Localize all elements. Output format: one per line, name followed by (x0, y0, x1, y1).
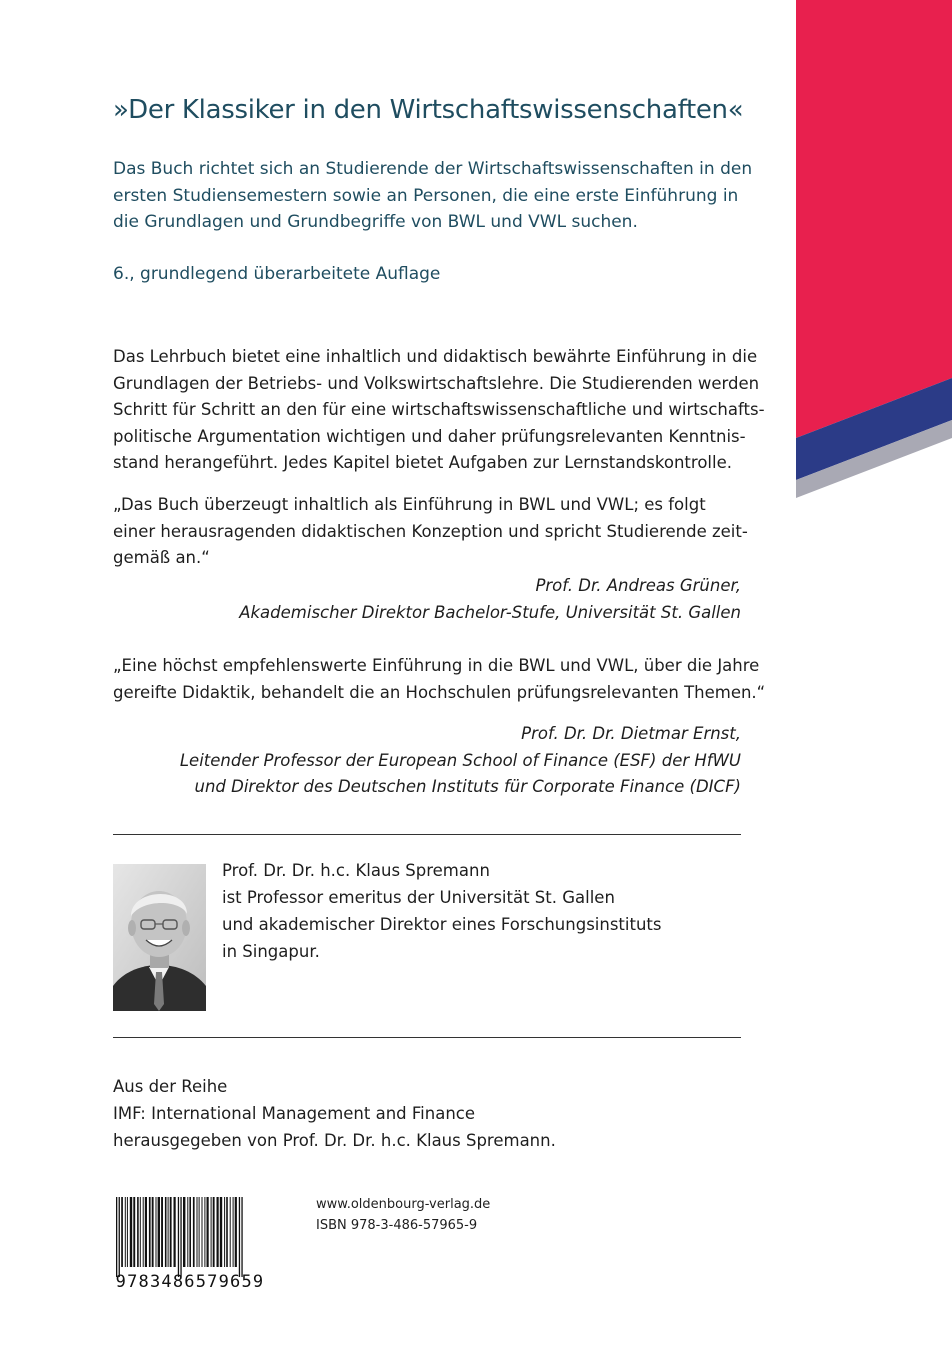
barcode-bar (119, 1197, 120, 1277)
barcode-bar (137, 1197, 139, 1267)
author-portrait (113, 864, 206, 1011)
series-line: herausgegeben von Prof. Dr. Dr. h.c. Klaus Spremann. (113, 1131, 556, 1150)
barcode-bar (197, 1197, 198, 1267)
barcode-bar (140, 1197, 141, 1267)
barcode-bar (149, 1197, 151, 1267)
barcode-bar (217, 1197, 219, 1267)
barcode-bar (178, 1197, 179, 1277)
quote-line: gereifte Didaktik, behandelt die an Hochschulen prüfungsrelevanten Themen.“ (113, 682, 766, 702)
quote-line: „Das Buch überzeugt inhaltlich als Einführung in BWL und VWL; es folgt (113, 495, 706, 514)
barcode-bar (180, 1197, 181, 1277)
cover-corner-stripe (792, 0, 952, 520)
quote-line: einer herausragenden didaktischen Konzeption und spricht Studierende zeit- (113, 521, 748, 541)
author-bio-line: und akademischer Direktor eines Forschungsinstituts (222, 915, 662, 934)
intro-line: ersten Studiensemestern sowie an Personen, die eine erste Einführung in (113, 185, 739, 206)
description-line: stand herangeführt. Jedes Kapitel bietet Aufgaben zur Lernstandskontrolle. (113, 453, 732, 472)
author-bio-line: in Singapur. (222, 942, 320, 961)
barcode-bar (211, 1197, 212, 1267)
barcode-bar (127, 1197, 128, 1267)
author-bio-line: ist Professor emeritus der Universität St. Gallen (222, 888, 615, 907)
review-quote-2 (113, 653, 765, 706)
isbn-number: ISBN 978-3-486-57965-9 (316, 1218, 478, 1233)
barcode-bar (183, 1197, 185, 1267)
barcode-bar (121, 1197, 123, 1267)
barcode-bar (152, 1197, 154, 1267)
barcode-bar (116, 1197, 117, 1277)
review-attribution-1 (239, 573, 741, 626)
intro-paragraph (113, 156, 752, 236)
attribution-line: Leitender Professor der European School of Finance (ESF) der HfWU (179, 750, 741, 770)
barcode-bar (156, 1197, 157, 1267)
barcode-bar (199, 1197, 200, 1267)
isbn-barcode (100, 1195, 280, 1290)
attribution-line: Akademischer Direktor Bachelor-Stufe, Universität St. Gallen (239, 602, 741, 622)
barcode-bar (143, 1197, 144, 1267)
barcode-bars (116, 1197, 243, 1277)
intro-line: die Grundlagen und Grundbegriffe von BWL und VWL suchen. (113, 212, 638, 232)
edition-note: 6., grundlegend überarbeitete Auflage (113, 264, 441, 284)
description-line: Das Lehrbuch bietet eine inhaltlich und didaktisch bewährte Einführung in die (113, 347, 758, 366)
barcode-bar (170, 1197, 172, 1267)
barcode-bar (130, 1197, 132, 1267)
barcode-bar (168, 1197, 169, 1267)
stripe-red (796, 0, 952, 438)
publisher-website: www.oldenbourg-verlag.de (316, 1197, 491, 1212)
review-quote-1 (113, 492, 748, 572)
headline: »Der Klassiker in den Wirtschaftswissenschaften« (113, 95, 744, 125)
barcode-digits: 9783486579659 (115, 1272, 265, 1290)
description-line: politische Argumentation wichtigen und daher prüfungsrelevanten Kenntnis- (113, 426, 746, 446)
publisher-info (316, 1194, 490, 1236)
barcode-bar (158, 1197, 160, 1267)
intro-line: Das Buch richtet sich an Studierende der Wirtschaftswissenschaften in den (113, 159, 753, 179)
divider (113, 834, 741, 835)
barcode-bar (187, 1197, 188, 1267)
barcode-bar (202, 1197, 203, 1267)
description-line: Grundlagen der Betriebs- und Volkswirtschaftslehre. Die Studierenden werden (113, 373, 760, 393)
barcode-bar (241, 1197, 242, 1277)
attribution-line: Prof. Dr. Dr. Dietmar Ernst, (521, 724, 741, 743)
author-bio-line: Prof. Dr. Dr. h.c. Klaus Spremann (222, 861, 490, 880)
barcode-bar (207, 1197, 209, 1267)
barcode-bar (235, 1197, 237, 1267)
attribution-line: Prof. Dr. Andreas Grüner, (535, 576, 741, 595)
author-bio (222, 857, 661, 965)
review-attribution-2 (180, 721, 741, 801)
series-info (113, 1073, 556, 1154)
quote-line: „Eine höchst empfehlenswerte Einführung in die BWL und VWL, über die Jahre (113, 656, 760, 675)
barcode-bar (145, 1197, 147, 1267)
series-line: Aus der Reihe (113, 1077, 228, 1096)
series-line: IMF: International Management and Finance (113, 1104, 476, 1123)
barcode-bar (220, 1197, 222, 1267)
barcode-bar (224, 1197, 225, 1267)
barcode-bar (125, 1197, 126, 1267)
barcode-bar (226, 1197, 228, 1267)
barcode-bar (174, 1197, 176, 1267)
description-line: Schritt für Schritt an den für eine wirtschaftswissenschaftliche und wirtschafts- (113, 400, 765, 419)
barcode-bar (193, 1197, 195, 1267)
description-paragraph (113, 344, 765, 477)
barcode-bar (165, 1197, 167, 1267)
attribution-line: und Direktor des Deutschen Instituts für Corporate Finance (DICF) (194, 777, 741, 796)
barcode-bar (239, 1197, 240, 1277)
barcode-bar (213, 1197, 215, 1267)
quote-line: gemäß an.“ (113, 548, 210, 567)
barcode-bar (189, 1197, 191, 1267)
barcode-bar (204, 1197, 205, 1267)
barcode-bar (133, 1197, 135, 1267)
barcode-bar (230, 1197, 231, 1267)
barcode-bar (233, 1197, 234, 1267)
barcode-bar (161, 1197, 163, 1267)
divider (113, 1037, 741, 1038)
